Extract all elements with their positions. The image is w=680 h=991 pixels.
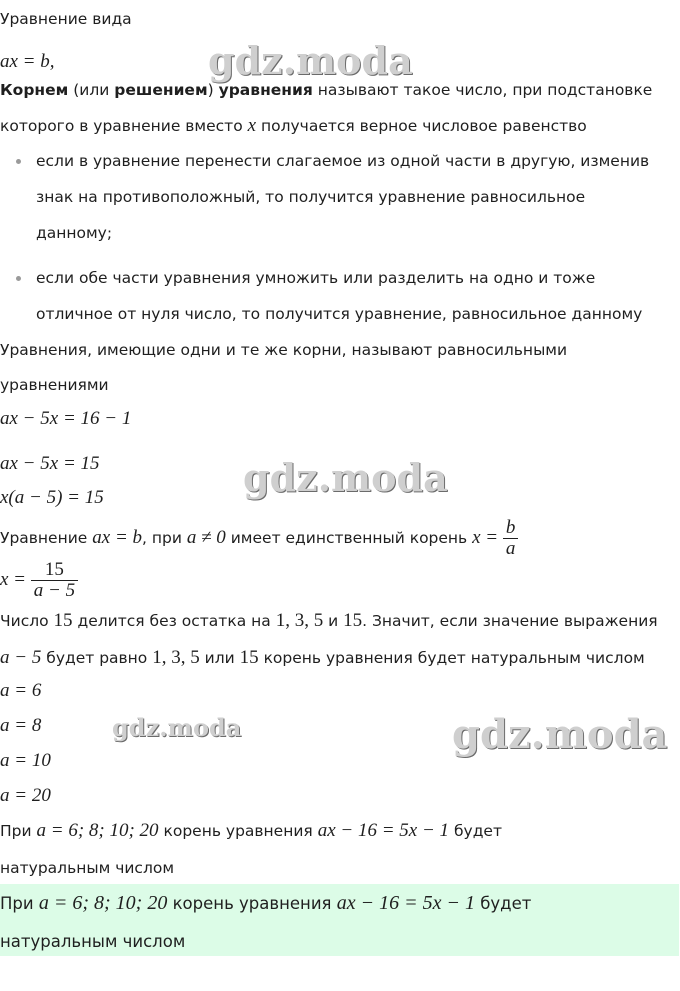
equation-1: ax − 5x = 16 − 1	[0, 408, 132, 429]
math-values: a = 6; 8; 10; 20	[36, 820, 159, 841]
text: будет	[449, 822, 502, 840]
math-number: 15	[53, 610, 73, 631]
text: (или	[68, 81, 115, 99]
a-value-20: a = 20	[0, 785, 51, 806]
math-x: x	[247, 115, 257, 136]
text: которого в уравнение вместо	[0, 117, 248, 135]
answer-line-1	[0, 891, 531, 916]
bullet-dot	[16, 159, 21, 164]
text: . Значит, если значение выражения	[362, 612, 658, 630]
text: При	[0, 894, 39, 913]
equation-ax-b: ax = b,	[0, 51, 55, 72]
math-x-eq: x =	[472, 527, 503, 548]
equiv-line-1: Уравнения, имеющие одни и те же корни, называют равносильными	[0, 341, 568, 359]
answer-line-2: натуральным числом	[0, 932, 186, 951]
text: будет	[474, 894, 532, 913]
bullet-1-line-3: данному;	[36, 224, 113, 242]
text: имеет единственный корень	[225, 529, 473, 547]
math-number: 15	[343, 610, 363, 631]
text: При	[0, 822, 37, 840]
equation-2: ax − 5x = 15	[0, 453, 100, 474]
definition-line-1	[0, 78, 652, 102]
bullet-2-line-2: отличное от нуля число, то получится уравнение, равносильное данному	[36, 305, 643, 323]
term-uravneniya: уравнения	[218, 81, 313, 99]
text: Число	[0, 612, 54, 630]
math-list: 1, 3, 5	[275, 610, 324, 631]
bullet-1-line-1: если в уравнение перенести слагаемое из одной части в другую, изменив	[36, 152, 650, 170]
text: корень уравнения	[167, 894, 337, 913]
numerator: 15	[44, 559, 64, 580]
intro-text: Уравнение вида	[0, 10, 132, 28]
math-list: 1, 3, 5	[152, 647, 200, 668]
text: Уравнение	[0, 529, 93, 547]
math-x-eq: x =	[0, 569, 31, 590]
denominator: a − 5	[33, 580, 76, 601]
text: получается верное числовое равенство	[256, 117, 587, 135]
watermark: gdz.moda	[452, 711, 668, 758]
equiv-line-2: уравнениями	[0, 376, 109, 394]
watermark: gdz.moda	[112, 713, 242, 742]
denominator: a	[505, 538, 516, 559]
watermark: gdz.moda	[208, 38, 413, 83]
conclusion-line-1	[0, 819, 502, 843]
text: корень уравнения	[158, 822, 318, 840]
definition-line-2	[0, 114, 587, 138]
fraction-b-over-a	[503, 518, 519, 559]
bullet-1-line-2: знак на противоположный, то получится уравнение равносильное	[36, 188, 586, 206]
math-ax-b: ax = b	[92, 527, 143, 548]
term-resheniem: решением	[114, 81, 208, 99]
text: и	[323, 612, 344, 630]
text: )	[207, 81, 219, 99]
bullet-dot	[16, 276, 21, 281]
numerator: b	[505, 517, 516, 538]
root-formula	[0, 555, 78, 605]
math-number: 15	[239, 647, 259, 668]
watermark: gdz.moda	[243, 455, 448, 500]
divisibility-line-2	[0, 646, 645, 670]
text: или	[199, 649, 240, 667]
fraction-15-over-a-5	[31, 560, 78, 601]
divisibility-line-1	[0, 609, 658, 633]
text: называют такое число, при подстановке	[312, 81, 653, 99]
a-value-10: a = 10	[0, 750, 51, 771]
a-value-6: a = 6	[0, 680, 42, 701]
a-value-8: a = 8	[0, 715, 42, 736]
text: , при	[142, 529, 187, 547]
conclusion-line-2: натуральным числом	[0, 859, 175, 877]
bullet-2-line-1: если обе части уравнения умножить или разделить на одно и тоже	[36, 269, 596, 287]
text: будет равно	[41, 649, 153, 667]
math-condition: a ≠ 0	[186, 527, 226, 548]
text: делится без остатка на	[72, 612, 276, 630]
math-equation: ax − 16 = 5x − 1	[336, 892, 475, 914]
math-values: a = 6; 8; 10; 20	[38, 892, 168, 914]
equation-3: x(a − 5) = 15	[0, 487, 104, 508]
text: корень уравнения будет натуральным числом	[258, 649, 645, 667]
math-equation: ax − 16 = 5x − 1	[317, 820, 450, 841]
math-expression: a − 5	[0, 647, 42, 668]
term-koren: Корнем	[0, 81, 69, 99]
